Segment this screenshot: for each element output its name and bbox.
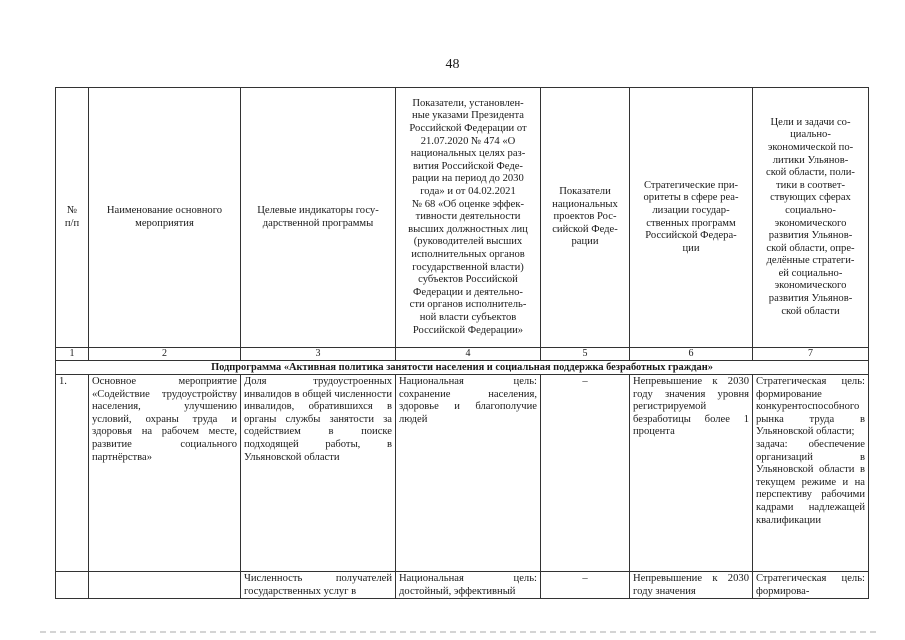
- row-national-indicator: –: [541, 572, 630, 599]
- column-number: 1: [56, 348, 89, 361]
- row-decree-indicator: Национальная цель: сохранение населения, здоровье и благополучие людей: [396, 375, 541, 572]
- row-indicator: Доля трудоустроенных инвалидов в общей численности инвалидов, обратившихся в органы службы занятости за содействием в поиске подходящей работы, в Ульяновской области: [241, 375, 396, 572]
- table-header-row: [56, 88, 869, 348]
- scan-edge-artifact: [40, 631, 880, 633]
- header-national: Показатели национальных проектов Рос- сийской Феде- рации: [541, 88, 630, 348]
- header-num: № п/п: [56, 88, 89, 348]
- column-number: 6: [630, 348, 753, 361]
- row-priority: Непревышение к 2030 году значения: [630, 572, 753, 599]
- header-priorities: Стратегические при- оритеты в сфере реа- лизации государ- ственных программ Российской Федера- ции: [630, 88, 753, 348]
- program-table: [55, 87, 869, 599]
- column-number: 2: [89, 348, 241, 361]
- row-num: 1.: [56, 375, 89, 572]
- column-number: 5: [541, 348, 630, 361]
- column-number: 3: [241, 348, 396, 361]
- row-activity-name: Основное мероприятие «Содействие трудоустройству населения, улучшению условий, охраны труда и здоровья на рабочем месте, развитие социального партнёрства»: [89, 375, 241, 572]
- header-goals: Цели и задачи со- циально- экономической по- литики Ульянов- ской области, поли- тики в соответ- ствующих сферах социально- экономического развития Ульянов- ской области, опре- делённые стратеги- ей социально- экономического развития Ульянов- ской области: [753, 88, 869, 348]
- table-row: [56, 375, 869, 572]
- row-decree-indicator: Национальная цель: достойный, эффективный: [396, 572, 541, 599]
- header-indicators: Целевые индикаторы госу- дарственной программы: [241, 88, 396, 348]
- column-number: 7: [753, 348, 869, 361]
- header-decree: Показатели, установлен- ные указами Президента Российской Федерации от 21.07.2020 № 474 «О национальных целях раз- вития Российской Феде- рации на период до 2030 года» и от 04.02.2021 № 68 «Об оценке эффек- тивности деятельности высших должностных лиц (руководителей высших исполнительных органов государственной власти) субъектов Российской Федерации и деятельно- сти органов исполнитель- ной власти субъектов Российской Федерации»: [396, 88, 541, 348]
- column-number: 4: [396, 348, 541, 361]
- subprogram-title: Подпрограмма «Активная политика занятости населения и социальная поддержка безработных граждан»: [56, 361, 869, 375]
- page-number: 48: [445, 57, 460, 72]
- row-goal: Стратегическая цель: формирование конкурентоспособного рынка труда в Ульяновской области; задача: обеспечение организаций в Ульяновской области в текущем режиме и на перспективу рабочими кадрами надлежащей квалификации: [753, 375, 869, 572]
- row-num: [56, 572, 89, 599]
- row-goal: Стратегическая цель: формирова-: [753, 572, 869, 599]
- table-row: [56, 572, 869, 599]
- row-activity-name: [89, 572, 241, 599]
- row-national-indicator: –: [541, 375, 630, 572]
- row-indicator: Численность получателей государственных услуг в: [241, 572, 396, 599]
- subprogram-row: [56, 361, 869, 375]
- column-number-row: [56, 348, 869, 361]
- row-priority: Непревышение к 2030 году значения уровня регистрируемой безработицы более 1 процента: [630, 375, 753, 572]
- header-name: Наименование основного мероприятия: [89, 88, 241, 348]
